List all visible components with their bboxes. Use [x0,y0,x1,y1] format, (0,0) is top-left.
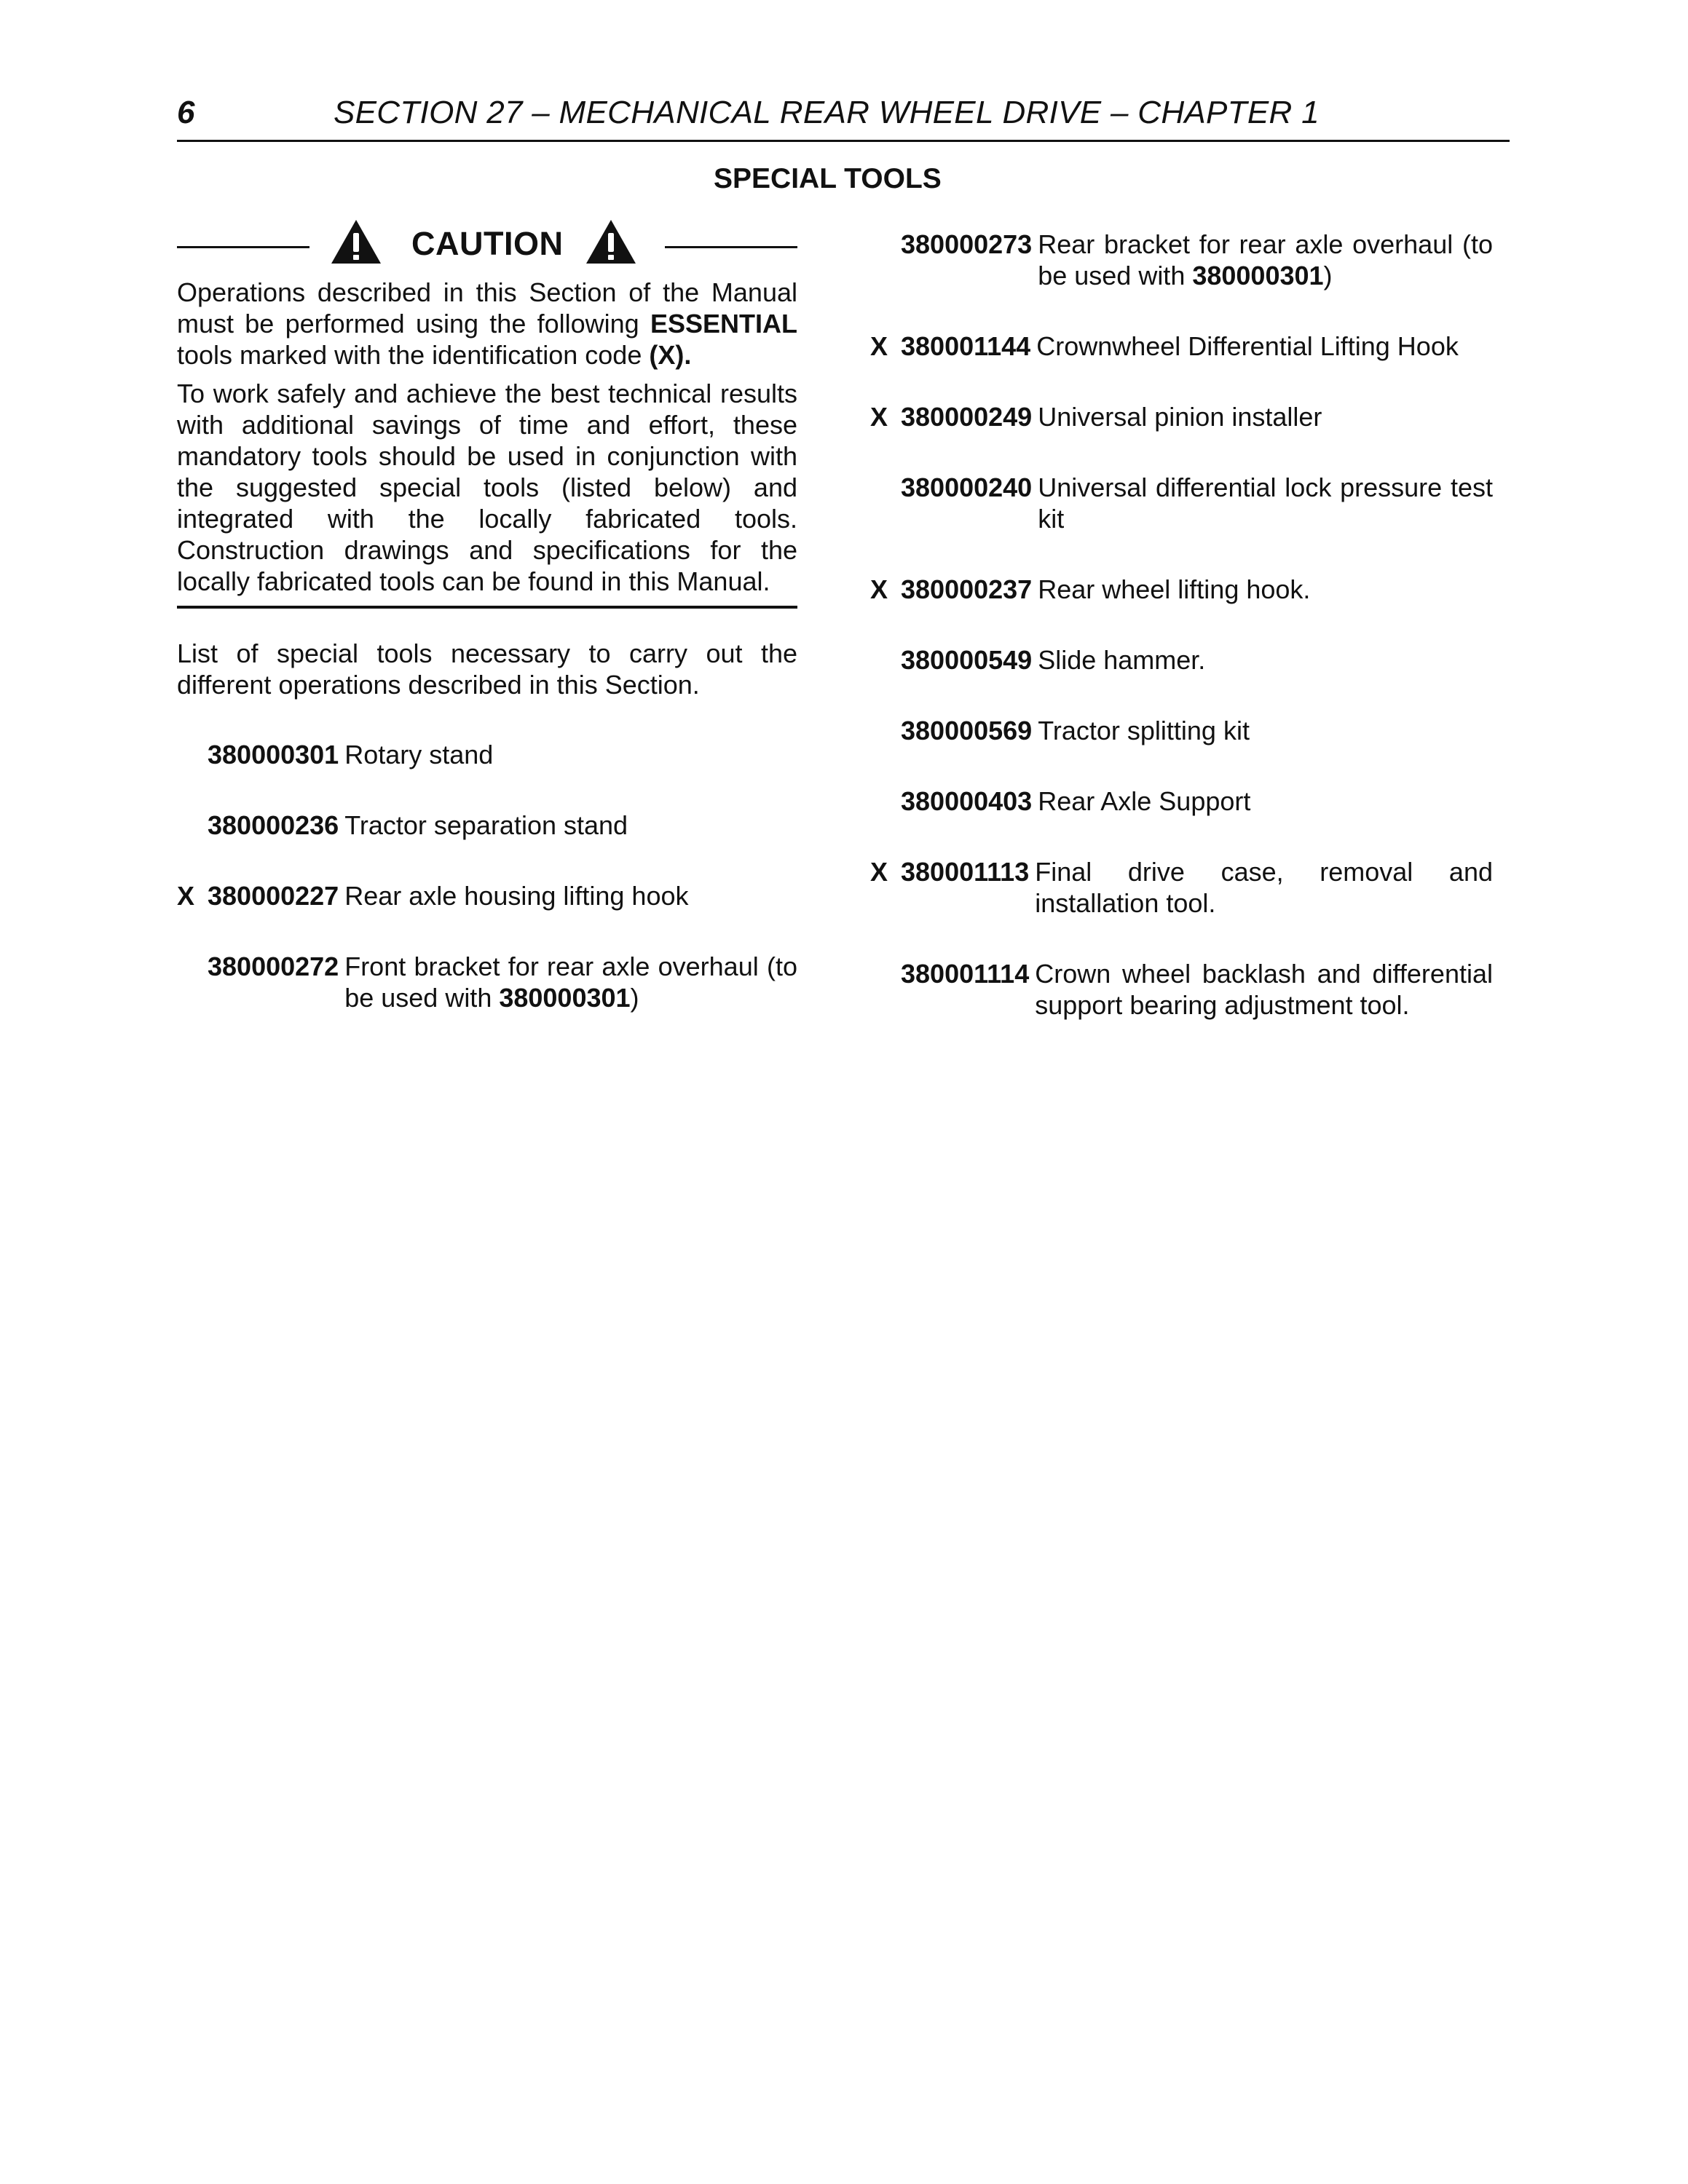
tool-item [870,401,1493,432]
tool-description: Rear wheel lifting hook. [1038,574,1311,604]
tool-code: 380000236 [208,810,339,840]
tool-code: 380000237 [901,574,1033,604]
tool-description: Universal differential lock pressure test kit [1038,472,1493,534]
warning-triangle-icon [330,218,382,265]
tool-item [870,715,1493,746]
essential-mark: X [870,857,888,887]
tool-list-left [177,739,797,1013]
tool-description-end: ) [630,983,639,1013]
tool-item [870,786,1493,817]
tool-code: 380001144 [901,331,1031,361]
tool-code: 380000249 [901,402,1033,432]
right-column [870,229,1493,1021]
caution-header [177,218,797,269]
tool-item [870,644,1493,676]
tool-description-text: Rear bracket for rear axle overhaul (to be used with [1038,229,1493,290]
tool-description: Final drive case, removal and installation tool. [1035,857,1493,918]
tool-item [177,951,797,1013]
caution-paragraph-2: To work safely and achieve the best technical results with additional savings of time and effort, these mandatory tools should be used in conjunction with the suggested special tools (listed below) and integrated with the locally fabricated tools. Construction drawings and specifications for the locally fabricated tools can be found in this Manual. [177,379,797,596]
essential-mark: X [870,331,888,361]
tool-description-end: ) [1323,261,1333,290]
tool-item [870,958,1493,1021]
tool-item [870,331,1493,362]
tool-description: Rear Axle Support [1038,786,1251,816]
tools-intro: List of special tools necessary to carry out the different operations described in this Section. [177,638,797,700]
essential-mark: X [870,402,888,432]
tool-item [870,856,1493,919]
tool-code: 380000549 [901,645,1033,675]
tool-code: 380000272 [208,951,339,981]
caution-text: Operations described in this Section of the Manual must be performed using the following [177,277,797,339]
essential-mark: X [177,881,195,911]
tool-description-text: Front bracket for rear axle overhaul (to be used with [344,951,797,1013]
caution-label: CAUTION [411,225,564,262]
caution-text: tools marked with the identification code [177,340,650,370]
caution-rule-right [665,246,797,248]
tool-code: 380000301 [208,740,339,769]
tool-code: 380000569 [901,716,1033,745]
tool-item [177,880,797,911]
tool-item [870,472,1493,534]
caution-box [177,277,797,609]
tool-description: Rear axle housing lifting hook [344,881,689,911]
tool-reference-code: 380000301 [1192,261,1324,290]
tool-reference-code: 380000301 [499,983,631,1013]
tool-code: 380001113 [901,857,1030,887]
tool-description: Slide hammer. [1038,645,1206,675]
tool-description: Tractor splitting kit [1038,716,1250,745]
identification-code: (X). [649,340,692,370]
tool-description [344,951,797,1013]
essential-mark: X [870,574,888,604]
warning-triangle-icon [585,218,637,265]
section-title: SPECIAL TOOLS [714,163,942,194]
tool-description: Crown wheel backlash and differential support bearing adjustment tool. [1035,959,1493,1020]
tool-item [177,810,797,841]
tool-description: Rotary stand [344,740,494,769]
caution-paragraph-1 [177,277,797,371]
tool-description: Tractor separation stand [344,810,628,840]
tool-item [870,229,1493,291]
header-title: SECTION 27 – MECHANICAL REAR WHEEL DRIVE – CHAPTER 1 [334,95,1320,130]
tool-description: Universal pinion installer [1038,402,1322,432]
tool-description: Crownwheel Differential Lifting Hook [1036,331,1459,361]
left-column [177,218,797,1013]
essential-label: ESSENTIAL [650,309,797,339]
tool-code: 380000403 [901,786,1033,816]
tool-code: 380000227 [208,881,339,911]
page-header [177,89,1510,142]
caution-rule-left [177,246,309,248]
page-number: 6 [177,95,195,130]
tool-item [177,739,797,770]
tool-description [1038,229,1493,291]
tool-item [870,574,1493,605]
tool-code: 380000273 [901,229,1033,259]
tool-code: 380000240 [901,472,1033,502]
tool-code: 380001114 [901,959,1030,989]
